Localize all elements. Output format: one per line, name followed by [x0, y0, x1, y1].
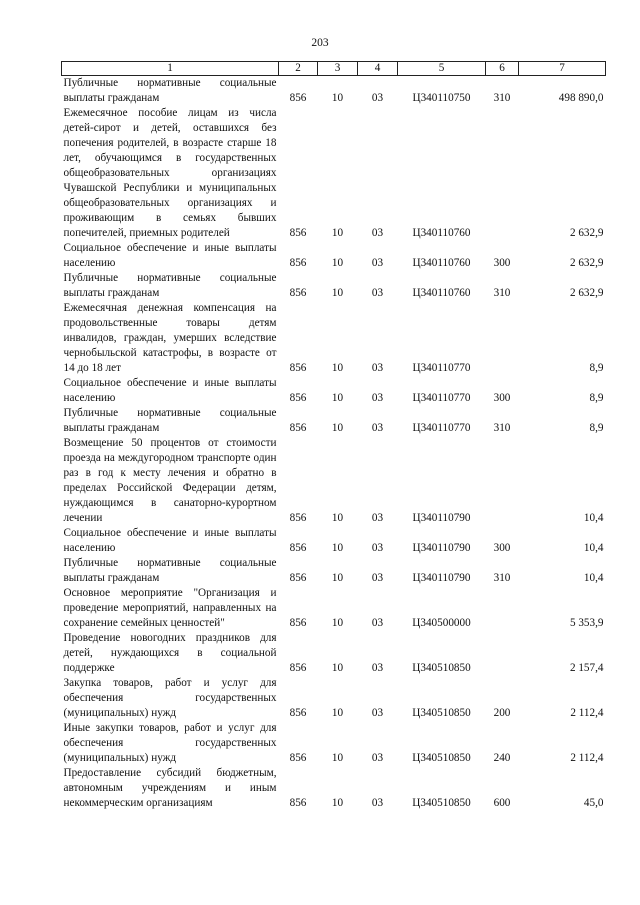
row-name: Социальное обеспечение и иные выплаты населению [63, 377, 277, 404]
row-gr-code: 856 [289, 662, 307, 674]
row-target-code: Ц340110760 [412, 287, 471, 299]
row-subsection: 03 [371, 287, 384, 299]
row-subsection: 03 [371, 797, 384, 809]
row-name: Социальное обеспечение и иные выплаты населению [63, 242, 277, 269]
header-col-7: 7 [519, 62, 606, 76]
row-expense-type: 200 [493, 707, 511, 719]
table-row [62, 241, 606, 271]
table-row [62, 586, 606, 631]
table-row [62, 676, 606, 721]
row-target-code: Ц340510850 [412, 752, 471, 764]
row-expense-type [486, 586, 519, 631]
row-section: 10 [331, 422, 344, 434]
row-target-code: Ц340110770 [412, 392, 471, 404]
row-name: Ежемесячная денежная компенсация на продовольственные товары детям инвалидов, граждан, умерших вследствие чернобыльской катастрофы, в возрасте от 14 до 18 лет [63, 302, 277, 374]
row-name: Публичные нормативные социальные выплаты гражданам [63, 272, 277, 299]
row-subsection: 03 [371, 752, 384, 764]
row-section: 10 [331, 287, 344, 299]
row-target-code: Ц340110760 [412, 257, 471, 269]
row-sum: 5 353,9 [569, 617, 604, 629]
header-col-3: 3 [318, 62, 358, 76]
row-sum: 2 112,4 [570, 752, 604, 764]
row-target-code: Ц340110790 [412, 512, 471, 524]
row-target-code: Ц340110770 [412, 422, 471, 434]
row-subsection: 03 [371, 257, 384, 269]
row-section: 10 [331, 752, 344, 764]
row-gr-code: 856 [289, 227, 307, 239]
row-gr-code: 856 [289, 797, 307, 809]
row-gr-code: 856 [289, 617, 307, 629]
row-expense-type: 310 [493, 572, 511, 584]
row-name: Публичные нормативные социальные выплаты гражданам [63, 407, 277, 434]
row-gr-code: 856 [289, 92, 307, 104]
row-section: 10 [331, 362, 344, 374]
row-gr-code: 856 [289, 392, 307, 404]
row-expense-type: 300 [493, 542, 511, 554]
row-sum: 10,4 [583, 512, 604, 524]
row-subsection: 03 [371, 227, 384, 239]
row-expense-type: 310 [493, 422, 511, 434]
row-expense-type: 310 [493, 287, 511, 299]
row-gr-code: 856 [289, 422, 307, 434]
row-subsection: 03 [371, 542, 384, 554]
row-sum: 2 632,9 [569, 257, 604, 269]
header-col-6: 6 [486, 62, 519, 76]
row-section: 10 [331, 707, 344, 719]
row-subsection: 03 [371, 707, 384, 719]
row-section: 10 [331, 227, 344, 239]
table-body [62, 76, 606, 812]
header-col-2: 2 [279, 62, 318, 76]
table-row [62, 556, 606, 586]
header-col-4: 4 [358, 62, 398, 76]
row-name: Закупка товаров, работ и услуг для обеспечения государственных (муниципальных) нужд [63, 677, 277, 719]
row-sum: 2 157,4 [569, 662, 604, 674]
row-expense-type: 310 [493, 92, 511, 104]
row-sum: 10,4 [583, 572, 604, 584]
row-sum: 2 632,9 [569, 287, 604, 299]
row-target-code: Ц340110760 [412, 227, 471, 239]
row-name: Социальное обеспечение и иные выплаты населению [63, 527, 277, 554]
row-section: 10 [331, 662, 344, 674]
table-row [62, 766, 606, 811]
row-expense-type [486, 436, 519, 526]
table-row [62, 406, 606, 436]
row-section: 10 [331, 512, 344, 524]
row-section: 10 [331, 617, 344, 629]
row-name: Проведение новогодних праздников для детей, нуждающихся в социальной поддержке [63, 632, 277, 674]
row-subsection: 03 [371, 422, 384, 434]
row-expense-type [486, 631, 519, 676]
row-gr-code: 856 [289, 572, 307, 584]
row-subsection: 03 [371, 572, 384, 584]
row-subsection: 03 [371, 362, 384, 374]
table-header-row [62, 62, 606, 76]
row-target-code: Ц340500000 [412, 617, 471, 629]
row-expense-type [486, 106, 519, 241]
row-section: 10 [331, 572, 344, 584]
row-target-code: Ц340510850 [412, 707, 471, 719]
row-subsection: 03 [371, 617, 384, 629]
row-gr-code: 856 [289, 752, 307, 764]
row-sum: 8,9 [589, 362, 604, 374]
row-sum: 45,0 [583, 797, 604, 809]
row-sum: 2 632,9 [569, 227, 604, 239]
row-expense-type: 300 [493, 392, 511, 404]
table-row [62, 436, 606, 526]
row-name: Возмещение 50 процентов от стоимости проезда на междугородном транспорте один раз в год к месту лечения и обратно в пределах Российской Федерации детям, нуждающимся в санаторно-курортном лечении [63, 437, 277, 524]
table-row [62, 376, 606, 406]
row-gr-code: 856 [289, 512, 307, 524]
row-expense-type: 300 [493, 257, 511, 269]
row-gr-code: 856 [289, 362, 307, 374]
table-row [62, 76, 606, 107]
row-target-code: Ц340110790 [412, 572, 471, 584]
row-sum: 498 890,0 [558, 92, 604, 104]
table-row [62, 271, 606, 301]
row-name: Ежемесячное пособие лицам из числа детей-сирот и детей, оставшихся без попечения родителей, в возрасте старше 18 лет, обучающимся в государственных общеобразовательных организациях Чувашской Республики и муниципальных общеобразовательных организациях и проживающим в семьях бывших попечителей, приемных родителей [63, 107, 277, 239]
row-sum: 8,9 [589, 392, 604, 404]
table-row [62, 631, 606, 676]
row-subsection: 03 [371, 662, 384, 674]
row-target-code: Ц340510850 [412, 797, 471, 809]
table-row [62, 526, 606, 556]
row-target-code: Ц340110790 [412, 542, 471, 554]
table-row [62, 301, 606, 376]
row-name: Иные закупки товаров, работ и услуг для обеспечения государственных (муниципальных) нужд [63, 722, 277, 764]
row-gr-code: 856 [289, 707, 307, 719]
row-section: 10 [331, 257, 344, 269]
row-gr-code: 856 [289, 287, 307, 299]
row-name: Публичные нормативные социальные выплаты гражданам [63, 77, 277, 104]
row-target-code: Ц340510850 [412, 662, 471, 674]
row-section: 10 [331, 92, 344, 104]
row-target-code: Ц340110770 [412, 362, 471, 374]
row-sum: 8,9 [589, 422, 604, 434]
row-name: Публичные нормативные социальные выплаты гражданам [63, 557, 277, 584]
row-section: 10 [331, 542, 344, 554]
row-expense-type: 600 [493, 797, 511, 809]
page-number: 203 [311, 37, 329, 49]
row-expense-type: 240 [493, 752, 511, 764]
row-gr-code: 856 [289, 257, 307, 269]
row-subsection: 03 [371, 92, 384, 104]
table-row [62, 106, 606, 241]
budget-table [61, 61, 606, 811]
row-subsection: 03 [371, 392, 384, 404]
table-row [62, 721, 606, 766]
row-sum: 2 112,4 [570, 707, 604, 719]
row-subsection: 03 [371, 512, 384, 524]
row-gr-code: 856 [289, 542, 307, 554]
row-sum: 10,4 [583, 542, 604, 554]
header-col-1: 1 [62, 62, 279, 76]
header-col-5: 5 [398, 62, 486, 76]
row-section: 10 [331, 392, 344, 404]
row-name: Предоставление субсидий бюджетным, автономным учреждениям и иным некоммерческим организациям [63, 767, 277, 809]
row-section: 10 [331, 797, 344, 809]
row-name: Основное мероприятие "Организация и проведение мероприятий, направленных на сохранение семейных ценностей" [63, 587, 277, 629]
row-target-code: Ц340110750 [412, 92, 471, 104]
row-expense-type [486, 301, 519, 376]
